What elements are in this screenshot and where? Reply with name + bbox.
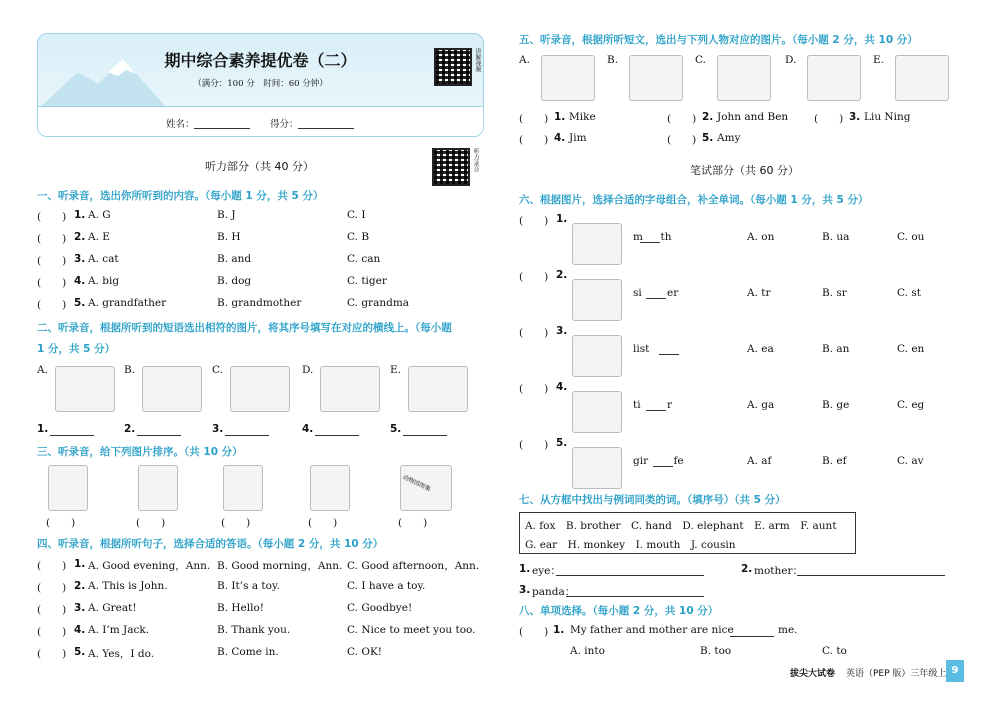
writing-section-title: 笔试部分（共 60 分）: [690, 164, 799, 177]
option-b: B. Thank you.: [217, 624, 291, 636]
option-a: A. G: [88, 209, 111, 221]
answer-paren[interactable]: ( ): [667, 134, 697, 146]
order-paren[interactable]: ( ): [136, 517, 166, 529]
s3-title: 三、听录音，给下列图片排序。（共 10 分）: [37, 446, 243, 458]
blank-number: 5.: [390, 423, 402, 435]
option-c: C. en: [897, 343, 925, 355]
word-start: ti: [633, 399, 641, 411]
boy-listening-picture: [572, 335, 622, 377]
question-number: 3.: [74, 253, 86, 265]
s6-title: 六、根据图片，选择合适的字母组合，补全单词。（每小题 1 分，共 5 分）: [519, 194, 869, 206]
girl-picture: [541, 55, 595, 101]
s7-q2-blank[interactable]: [797, 575, 945, 576]
exam-subtitle: （满分：100 分 时间：60 分钟）: [193, 79, 328, 89]
question-number: 4.: [556, 381, 568, 393]
person-name: Mike: [569, 111, 596, 123]
qr-label-audio: 听力录音: [472, 148, 479, 172]
order-paren[interactable]: ( ): [398, 517, 428, 529]
option-c: C. OK!: [347, 646, 383, 658]
question-number: 1.: [74, 558, 86, 570]
toys-picture: [223, 465, 263, 511]
question-number: 4.: [74, 275, 86, 287]
question-number: 4.: [554, 132, 566, 144]
option-c: C. Good afternoon，Ann.: [347, 560, 480, 572]
s7-q3-word: panda：: [532, 586, 576, 598]
question-number: 1.: [554, 111, 566, 123]
option-b: B. grandmother: [217, 297, 302, 309]
option-c: C. can: [347, 253, 381, 265]
word-end: r: [667, 399, 673, 411]
option-c: C. Goodbye!: [347, 602, 413, 614]
s7-box-line1: A. fox B. brother C. hand D. elephant E. arm F. aunt: [525, 520, 837, 532]
exam-header: [37, 33, 484, 137]
option-b: B. Come in.: [217, 646, 279, 658]
word-end: er: [667, 287, 679, 299]
qr-code-audio[interactable]: [432, 148, 470, 186]
s8-q1-text: My father and mother are nice: [570, 624, 734, 636]
question-number: 5.: [74, 297, 86, 309]
s5-title: 五、听录音，根据所听短文，选出与下列人物对应的图片。（每小题 2 分，共 10 分）: [519, 34, 918, 46]
giraffe-picture: [572, 447, 622, 489]
answer-paren[interactable]: ( ): [519, 113, 549, 125]
option-c: C. eg: [897, 399, 925, 411]
picture-letter: E.: [873, 54, 885, 66]
clock-sun-picture: [230, 366, 290, 412]
person-name: Jim: [569, 132, 587, 144]
raccoon-picture: [55, 366, 115, 412]
answer-paren[interactable]: ( ): [37, 255, 67, 267]
option-a: A. on: [747, 231, 775, 243]
s4-title: 四、听录音，根据所听句子，选择合适的答语。（每小题 2 分，共 10 分）: [37, 538, 384, 550]
option-b: B. H: [217, 231, 241, 243]
option-a: A. Good evening，Ann.: [88, 560, 211, 572]
answer-paren[interactable]: ( ): [519, 327, 549, 339]
s8-q1-paren[interactable]: ( ): [519, 626, 549, 638]
listening-section-title: 听力部分（共 40 分）: [205, 160, 314, 173]
answer-blank[interactable]: [50, 435, 94, 436]
page-number: 9: [946, 660, 964, 682]
option-a: A. I’m Jack.: [88, 624, 150, 636]
tiger-picture: [572, 391, 622, 433]
s7-word-box: [519, 512, 856, 554]
option-b: B. ef: [822, 455, 847, 467]
option-b: B. It’s a toy.: [217, 580, 280, 592]
s8-q1-end: me.: [778, 624, 798, 636]
s1-title: 一、听录音，选出你所听到的内容。（每小题 1 分，共 5 分）: [37, 190, 324, 202]
question-number: 1.: [74, 209, 86, 221]
option-c: C. I have a toy.: [347, 580, 426, 592]
choice-option[interactable]: B. too: [700, 645, 732, 657]
letter-blank[interactable]: [646, 410, 666, 411]
option-c: C. tiger: [347, 275, 387, 287]
footer-brand: 拔尖大试卷: [790, 669, 836, 679]
dog-picture: [895, 55, 949, 101]
answer-paren[interactable]: ( ): [37, 233, 67, 245]
girl-portrait-picture: [138, 465, 178, 511]
answer-paren[interactable]: ( ): [37, 582, 67, 594]
ears-picture: [320, 366, 380, 412]
score-label: 得分：: [270, 119, 299, 130]
option-b: B. J: [217, 209, 236, 221]
s8-title: 八、单项选择。（每小题 2 分，共 10 分）: [519, 605, 719, 617]
option-b: B. ua: [822, 231, 850, 243]
person-name: Amy: [717, 132, 741, 144]
s2-title-line2: 1 分，共 5 分）: [37, 343, 116, 355]
name-score-row: [38, 106, 483, 136]
letter-blank[interactable]: [646, 298, 666, 299]
picture-letter: A.: [519, 54, 530, 66]
picture-letter: B.: [607, 54, 619, 66]
letter-blank[interactable]: [653, 466, 673, 467]
option-a: A. tr: [747, 287, 771, 299]
option-a: A. E: [88, 231, 110, 243]
s8-q1-number: 1.: [553, 624, 565, 636]
option-a: A. big: [88, 275, 120, 287]
picture-letter: E.: [390, 364, 402, 376]
grandparents-picture: [408, 366, 468, 412]
answer-paren[interactable]: ( ): [37, 277, 67, 289]
option-a: A. af: [747, 455, 772, 467]
question-number: 4.: [74, 624, 86, 636]
family-picture: [142, 366, 202, 412]
monkeys-picture: [310, 465, 350, 511]
answer-blank[interactable]: [137, 435, 181, 436]
girl-face-picture: [572, 279, 622, 321]
choice-option[interactable]: A. into: [570, 645, 605, 657]
question-number: 2.: [702, 111, 714, 123]
answer-paren[interactable]: ( ): [37, 604, 67, 616]
answer-paren[interactable]: ( ): [37, 560, 67, 572]
option-a: A. Great!: [88, 602, 137, 614]
s7-q2-word: mother：: [754, 565, 803, 577]
answer-paren[interactable]: ( ): [519, 383, 549, 395]
order-paren[interactable]: ( ): [46, 517, 76, 529]
score-blank[interactable]: [298, 128, 354, 129]
answer-paren[interactable]: ( ): [519, 439, 549, 451]
answer-blank[interactable]: [403, 435, 447, 436]
picture-letter: D.: [785, 54, 797, 66]
order-paren[interactable]: ( ): [221, 517, 251, 529]
exam-title: 期中综合素养提优卷（二）: [164, 51, 357, 70]
letter-blank[interactable]: [640, 242, 660, 243]
picture-letter: C.: [212, 364, 223, 376]
blank-number: 2.: [124, 423, 136, 435]
person-name: John and Ben: [717, 111, 789, 123]
question-number: 1.: [556, 213, 568, 225]
s8-q1-blank[interactable]: [730, 636, 774, 637]
option-b: B. and: [217, 253, 252, 265]
picture-letter: A.: [37, 364, 48, 376]
answer-paren[interactable]: ( ): [37, 211, 67, 223]
answer-paren[interactable]: ( ): [519, 134, 549, 146]
option-b: B. dog: [217, 275, 252, 287]
qr-label-video: 讲解视频: [474, 48, 481, 72]
answer-paren[interactable]: ( ): [37, 299, 67, 311]
option-a: A. This is John.: [88, 580, 168, 592]
option-a: A. grandfather: [88, 297, 167, 309]
option-b: B. ge: [822, 399, 850, 411]
picture-letter: D.: [302, 364, 314, 376]
s7-box-line2: G. ear H. monkey I. mouth J. cousin: [525, 539, 736, 551]
blank-number: 3.: [212, 423, 224, 435]
word-start: list: [633, 343, 650, 355]
answer-paren[interactable]: ( ): [37, 626, 67, 638]
word-start: gir: [633, 455, 649, 467]
question-number: 5.: [556, 437, 568, 449]
option-b: B. Good morning，Ann.: [217, 560, 343, 572]
two-boys-picture: [717, 55, 771, 101]
picture-letter: B.: [124, 364, 136, 376]
option-c: C. Nice to meet you too.: [347, 624, 476, 636]
blank-number: 4.: [302, 423, 314, 435]
question-number: 3.: [849, 111, 861, 123]
word-start: m: [633, 231, 643, 243]
answer-paren[interactable]: ( ): [37, 648, 67, 660]
option-a: A. ga: [747, 399, 775, 411]
s7-q3-blank[interactable]: [566, 596, 704, 597]
option-b: B. sr: [822, 287, 847, 299]
question-number: 3.: [556, 325, 568, 337]
option-c: C. st: [897, 287, 921, 299]
answer-paren[interactable]: ( ): [667, 113, 697, 125]
book-cover-text: 动物园图集: [401, 473, 432, 493]
option-c: C. I: [347, 209, 366, 221]
answer-paren[interactable]: ( ): [519, 271, 549, 283]
zoo-picture: [807, 55, 861, 101]
option-a: A. Yes，I do.: [88, 648, 155, 660]
option-c: C. grandma: [347, 297, 410, 309]
blank-number: 1.: [37, 423, 49, 435]
option-c: C. ou: [897, 231, 925, 243]
answer-blank[interactable]: [225, 435, 269, 436]
answer-paren[interactable]: ( ): [814, 113, 844, 125]
mouth-lips-picture: [572, 223, 622, 265]
choice-option[interactable]: C. to: [822, 645, 847, 657]
s7-title: 七、从方框中找出与例词同类的词。（填序号）（共 5 分）: [519, 494, 786, 506]
option-c: C. B: [347, 231, 370, 243]
s7-q3-number: 3.: [519, 584, 531, 596]
qr-code-video[interactable]: [434, 48, 472, 86]
word-end: th: [660, 231, 672, 243]
s7-q2-number: 2.: [741, 563, 753, 575]
question-number: 3.: [74, 602, 86, 614]
letter-blank[interactable]: [659, 354, 679, 355]
footer-subject: 英语（PEP 版）三年级上: [846, 669, 947, 679]
answer-paren[interactable]: ( ): [519, 215, 549, 227]
order-paren[interactable]: ( ): [308, 517, 338, 529]
option-c: C. av: [897, 455, 924, 467]
question-number: 2.: [74, 231, 86, 243]
word-end: fe: [673, 455, 684, 467]
s7-q1-word: eye：: [532, 565, 561, 577]
question-number: 5.: [74, 646, 86, 658]
name-blank[interactable]: [194, 128, 250, 129]
answer-blank[interactable]: [315, 435, 359, 436]
word-start: si: [633, 287, 642, 299]
option-b: B. Hello!: [217, 602, 265, 614]
question-number: 5.: [702, 132, 714, 144]
name-label: 姓名：: [166, 119, 195, 130]
tree-birds-picture: [629, 55, 683, 101]
option-a: A. cat: [88, 253, 119, 265]
option-a: A. ea: [747, 343, 774, 355]
question-number: 2.: [556, 269, 568, 281]
person-name: Liu Ning: [864, 111, 911, 123]
picture-letter: C.: [695, 54, 706, 66]
girl-standing-picture: [48, 465, 88, 511]
s7-q1-blank[interactable]: [556, 575, 704, 576]
s2-title-line1: 二、听录音，根据所听到的短语选出相符的图片，将其序号填写在对应的横线上。（每小题: [37, 322, 452, 334]
s7-q1-number: 1.: [519, 563, 531, 575]
question-number: 2.: [74, 580, 86, 592]
option-b: B. an: [822, 343, 850, 355]
